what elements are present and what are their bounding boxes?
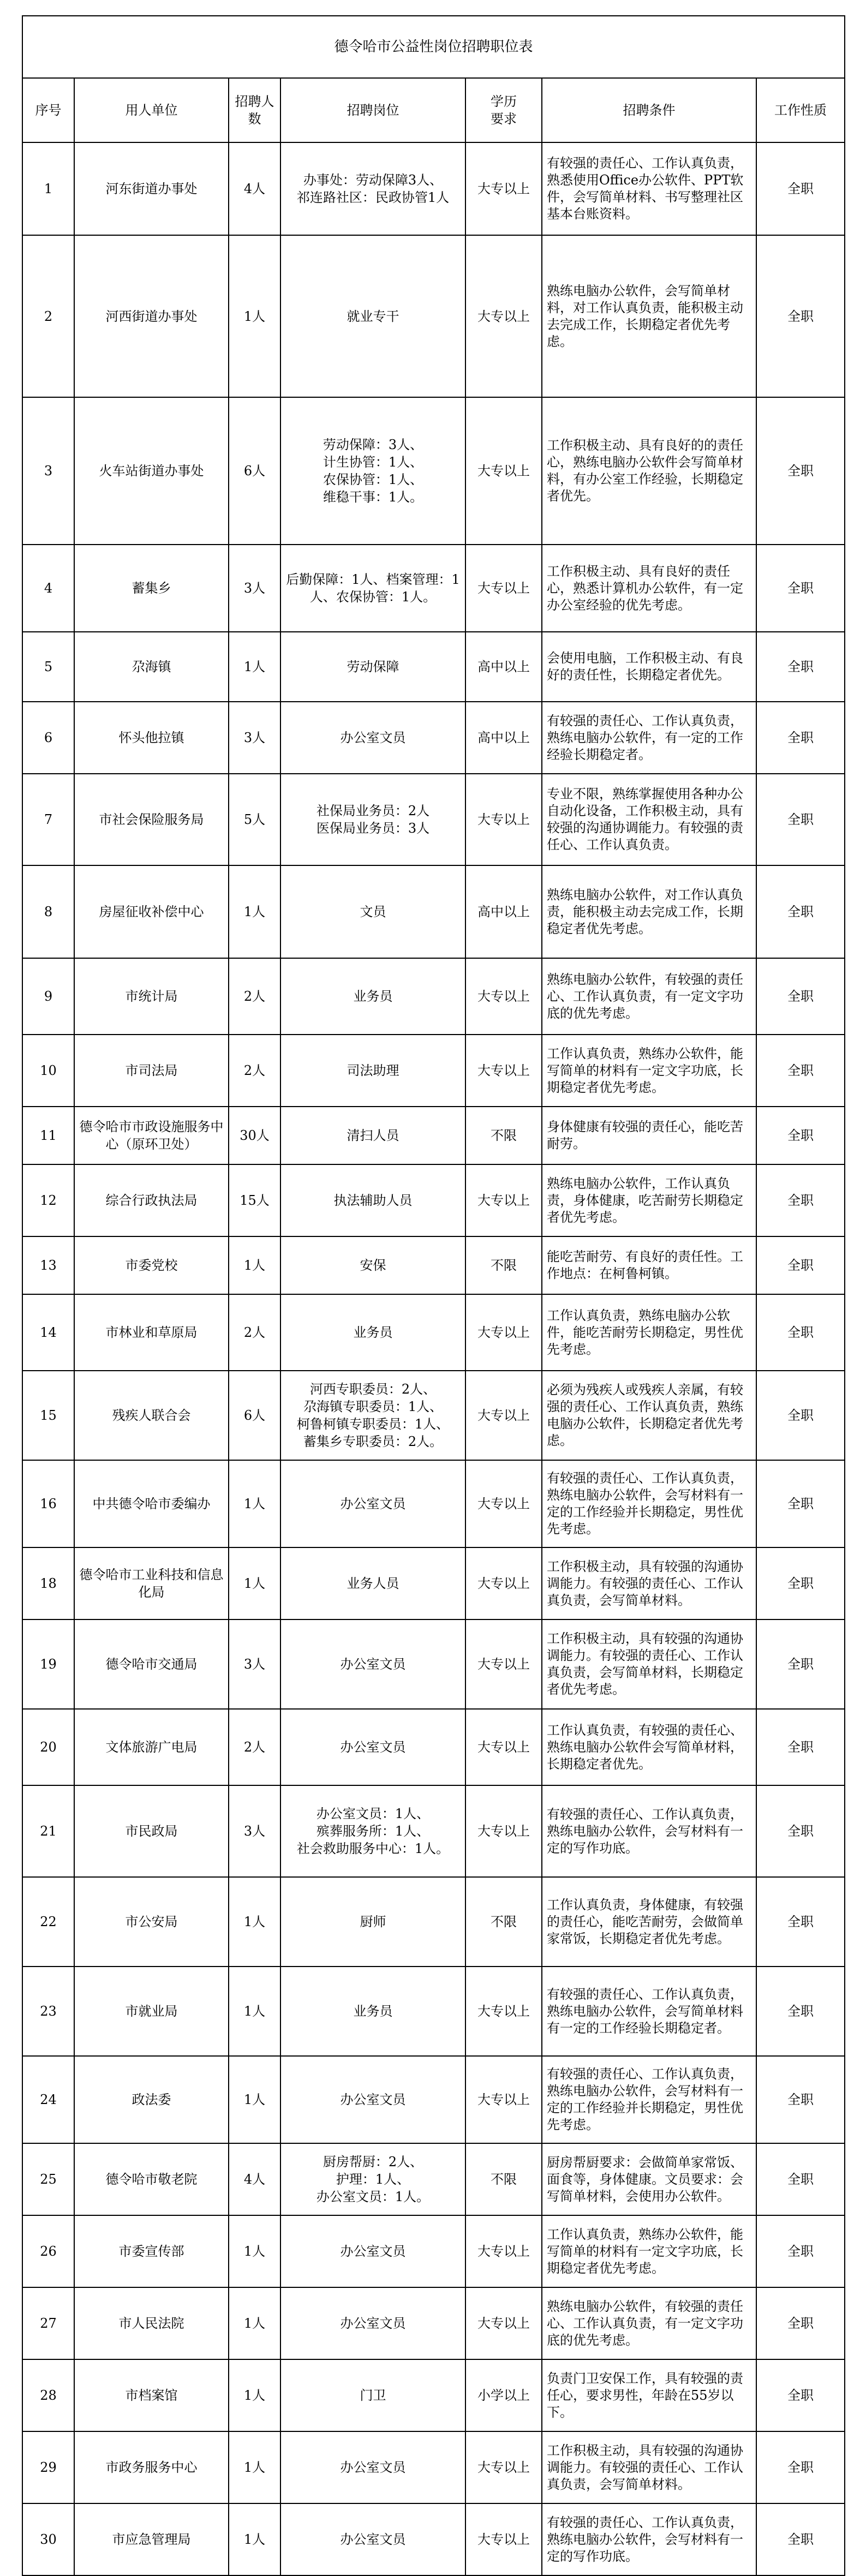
cell-count: 4人 [229, 142, 280, 235]
cell-nature: 全职 [756, 774, 845, 865]
cell-unit: 德令哈市工业科技和信息化局 [74, 1547, 229, 1619]
cell-nature: 全职 [756, 1164, 845, 1236]
cell-index: 22 [22, 1877, 74, 1967]
table-row [22, 2143, 845, 2215]
cell-unit: 蓄集乡 [74, 545, 229, 632]
cell-requirements: 有较强的责任心、工作认真负责，熟练电脑办公软件，会写材料有一定的工作经验并长期稳定，男性优先考虑。 [542, 1460, 756, 1547]
cell-requirements: 熟练电脑办公软件，有较强的责任心、工作认真负责，有一定文字功底的优先考虑。 [542, 958, 756, 1035]
cell-post: 后勤保障：1人、档案管理：1人、农保协管：1人。 [280, 545, 465, 632]
cell-unit: 市委党校 [74, 1236, 229, 1294]
cell-education: 大专以上 [465, 545, 542, 632]
cell-index: 7 [22, 774, 74, 865]
cell-requirements: 有较强的责任心、工作认真负责，熟练电脑办公软件，会写简单材料有一定的工作经验长期稳定者。 [542, 1967, 756, 2056]
cell-unit: 市林业和草原局 [74, 1294, 229, 1371]
cell-nature: 全职 [756, 2056, 845, 2143]
cell-unit: 市统计局 [74, 958, 229, 1035]
table-row [22, 1619, 845, 1709]
cell-education: 大专以上 [465, 1967, 542, 2056]
cell-education: 高中以上 [465, 702, 542, 774]
cell-post: 办公室文员 [280, 1709, 465, 1785]
header-post: 招聘岗位 [280, 78, 465, 142]
cell-index: 24 [22, 2056, 74, 2143]
cell-nature: 全职 [756, 958, 845, 1035]
table-row [22, 235, 845, 397]
cell-education: 大专以上 [465, 397, 542, 545]
cell-requirements: 工作积极主动，具有较强的沟通协调能力。有较强的责任心、工作认真负责，会写简单材料，长期稳定者优先考虑。 [542, 1619, 756, 1709]
cell-post: 就业专干 [280, 235, 465, 397]
cell-unit: 政法委 [74, 2056, 229, 2143]
recruitment-table-sheet [22, 15, 844, 2576]
cell-post: 办公室文员 [280, 2056, 465, 2143]
cell-unit: 河东街道办事处 [74, 142, 229, 235]
cell-education: 大专以上 [465, 2431, 542, 2503]
cell-requirements: 有较强的责任心、工作认真负责，熟悉使用Office办公软件、PPT软件，会写简单材料、书写整理社区基本台账资料。 [542, 142, 756, 235]
cell-nature: 全职 [756, 235, 845, 397]
cell-requirements: 负责门卫安保工作，具有较强的责任心，要求男性，年龄在55岁以下。 [542, 2359, 756, 2431]
header-row [22, 78, 845, 142]
cell-requirements: 熟练电脑办公软件，有较强的责任心、工作认真负责，有一定文字功底的优先考虑。 [542, 2287, 756, 2359]
cell-post: 厨师 [280, 1877, 465, 1967]
cell-count: 3人 [229, 702, 280, 774]
cell-index: 23 [22, 1967, 74, 2056]
cell-requirements: 工作积极主动、具有良好的的责任心，熟练电脑办公软件会写简单材料，有办公室工作经验，长期稳定者优先。 [542, 397, 756, 545]
cell-requirements: 有较强的责任心、工作认真负责，熟练电脑办公软件，会写材料有一定的写作功底。 [542, 2503, 756, 2575]
cell-index: 26 [22, 2215, 74, 2287]
cell-index: 3 [22, 397, 74, 545]
cell-index: 14 [22, 1294, 74, 1371]
cell-unit: 文体旅游广电局 [74, 1709, 229, 1785]
cell-nature: 全职 [756, 1035, 845, 1107]
table-row [22, 1709, 845, 1785]
cell-count: 1人 [229, 1547, 280, 1619]
header-nature: 工作性质 [756, 78, 845, 142]
cell-unit: 市公安局 [74, 1877, 229, 1967]
cell-post: 办公室文员 [280, 2503, 465, 2575]
cell-post: 办公室文员 [280, 2215, 465, 2287]
cell-count: 3人 [229, 545, 280, 632]
table-row [22, 1785, 845, 1877]
header-requirements: 招聘条件 [542, 78, 756, 142]
cell-education: 小学以上 [465, 2359, 542, 2431]
cell-nature: 全职 [756, 1967, 845, 2056]
cell-post: 社保局业务员：2人 医保局业务员：3人 [280, 774, 465, 865]
cell-education: 大专以上 [465, 1294, 542, 1371]
cell-count: 5人 [229, 774, 280, 865]
table-row [22, 2359, 845, 2431]
cell-post: 办公室文员 [280, 2431, 465, 2503]
table-row [22, 632, 845, 702]
cell-requirements: 工作认真负责，熟练电脑办公软件，能吃苦耐劳长期稳定，男性优先考虑。 [542, 1294, 756, 1371]
cell-count: 1人 [229, 235, 280, 397]
cell-count: 1人 [229, 2215, 280, 2287]
table-row [22, 774, 845, 865]
cell-unit: 市档案馆 [74, 2359, 229, 2431]
cell-nature: 全职 [756, 142, 845, 235]
cell-post: 司法助理 [280, 1035, 465, 1107]
cell-education: 大专以上 [465, 1619, 542, 1709]
table-row [22, 1967, 845, 2056]
cell-requirements: 专业不限，熟练掌握使用各种办公自动化设备，工作积极主动，具有较强的沟通协调能力。有较强的责任心、工作认真负责。 [542, 774, 756, 865]
cell-education: 不限 [465, 1107, 542, 1164]
cell-nature: 全职 [756, 2215, 845, 2287]
cell-index: 1 [22, 142, 74, 235]
cell-index: 28 [22, 2359, 74, 2431]
cell-count: 1人 [229, 2359, 280, 2431]
cell-nature: 全职 [756, 2431, 845, 2503]
cell-education: 大专以上 [465, 2215, 542, 2287]
cell-index: 5 [22, 632, 74, 702]
table-title: 德令哈市公益性岗位招聘职位表 [22, 16, 845, 78]
cell-index: 12 [22, 1164, 74, 1236]
cell-requirements: 工作认真负责，熟练办公软件，能写简单的材料有一定文字功底，长期稳定者优先考虑。 [542, 2215, 756, 2287]
cell-unit: 市社会保险服务局 [74, 774, 229, 865]
header-unit: 用人单位 [74, 78, 229, 142]
cell-nature: 全职 [756, 2503, 845, 2575]
cell-nature: 全职 [756, 1709, 845, 1785]
cell-count: 3人 [229, 1619, 280, 1709]
cell-nature: 全职 [756, 545, 845, 632]
cell-education: 大专以上 [465, 1371, 542, 1460]
cell-unit: 中共德令哈市委编办 [74, 1460, 229, 1547]
cell-requirements: 有较强的责任心、工作认真负责，熟练电脑办公软件，会写材料有一定的工作经验并长期稳定，男性优先考虑。 [542, 2056, 756, 2143]
cell-unit: 德令哈市敬老院 [74, 2143, 229, 2215]
cell-requirements: 工作积极主动，具有较强的沟通协调能力。有较强的责任心、工作认真负责，会写简单材料。 [542, 1547, 756, 1619]
cell-index: 13 [22, 1236, 74, 1294]
table-row [22, 1236, 845, 1294]
table-row [22, 865, 845, 958]
recruitment-table [22, 15, 845, 2576]
table-body [22, 142, 845, 2575]
table-row [22, 958, 845, 1035]
cell-count: 1人 [229, 2287, 280, 2359]
cell-index: 9 [22, 958, 74, 1035]
cell-count: 1人 [229, 1236, 280, 1294]
cell-count: 1人 [229, 1877, 280, 1967]
cell-nature: 全职 [756, 2143, 845, 2215]
cell-unit: 市司法局 [74, 1035, 229, 1107]
cell-post: 劳动保障 [280, 632, 465, 702]
cell-requirements: 工作积极主动、具有良好的责任心，熟悉计算机办公软件，有一定办公室经验的优先考虑。 [542, 545, 756, 632]
cell-post: 业务员 [280, 1967, 465, 2056]
table-row [22, 1460, 845, 1547]
cell-nature: 全职 [756, 1236, 845, 1294]
cell-nature: 全职 [756, 1371, 845, 1460]
cell-index: 29 [22, 2431, 74, 2503]
table-row [22, 1164, 845, 1236]
cell-count: 2人 [229, 1709, 280, 1785]
cell-education: 不限 [465, 2143, 542, 2215]
cell-nature: 全职 [756, 1460, 845, 1547]
cell-unit: 市人民法院 [74, 2287, 229, 2359]
cell-requirements: 熟练电脑办公软件，工作认真负责，身体健康，吃苦耐劳长期稳定者优先考虑。 [542, 1164, 756, 1236]
cell-unit: 德令哈市市政设施服务中心（原环卫处） [74, 1107, 229, 1164]
cell-post: 门卫 [280, 2359, 465, 2431]
header-index: 序号 [22, 78, 74, 142]
cell-education: 大专以上 [465, 235, 542, 397]
cell-index: 11 [22, 1107, 74, 1164]
table-row [22, 545, 845, 632]
cell-unit: 市民政局 [74, 1785, 229, 1877]
cell-post: 办公室文员 [280, 2287, 465, 2359]
cell-education: 不限 [465, 1236, 542, 1294]
cell-post: 执法辅助人员 [280, 1164, 465, 1236]
cell-post: 安保 [280, 1236, 465, 1294]
table-row [22, 397, 845, 545]
cell-post: 河西专职委员：2人、 尕海镇专职委员：1人、 柯鲁柯镇专职委员：1人、 蓄集乡专职委员：2人。 [280, 1371, 465, 1460]
cell-post: 清扫人员 [280, 1107, 465, 1164]
cell-education: 大专以上 [465, 2503, 542, 2575]
cell-count: 1人 [229, 865, 280, 958]
cell-requirements: 能吃苦耐劳、有良好的责任性。工作地点：在柯鲁柯镇。 [542, 1236, 756, 1294]
cell-index: 27 [22, 2287, 74, 2359]
cell-unit: 怀头他拉镇 [74, 702, 229, 774]
cell-nature: 全职 [756, 1619, 845, 1709]
cell-requirements: 有较强的责任心、工作认真负责，熟练电脑办公软件，有一定的工作经验长期稳定者。 [542, 702, 756, 774]
cell-unit: 房屋征收补偿中心 [74, 865, 229, 958]
table-row [22, 2431, 845, 2503]
cell-education: 不限 [465, 1877, 542, 1967]
cell-unit: 尕海镇 [74, 632, 229, 702]
cell-requirements: 熟练电脑办公软件，对工作认真负责，能积极主动去完成工作，长期稳定者优先考虑。 [542, 865, 756, 958]
cell-unit: 残疾人联合会 [74, 1371, 229, 1460]
cell-count: 6人 [229, 1371, 280, 1460]
cell-post: 劳动保障：3人、 计生协管：1人、 农保协管：1人、 维稳干事：1人。 [280, 397, 465, 545]
cell-nature: 全职 [756, 2359, 845, 2431]
cell-index: 16 [22, 1460, 74, 1547]
cell-post: 办公室文员 [280, 702, 465, 774]
table-row [22, 1877, 845, 1967]
cell-post: 业务员 [280, 958, 465, 1035]
cell-education: 大专以上 [465, 2056, 542, 2143]
cell-education: 高中以上 [465, 865, 542, 958]
cell-education: 大专以上 [465, 142, 542, 235]
cell-requirements: 工作认真负责，身体健康，有较强的责任心，能吃苦耐劳，会做简单家常饭，长期稳定者优先考虑。 [542, 1877, 756, 1967]
cell-nature: 全职 [756, 865, 845, 958]
cell-count: 1人 [229, 2431, 280, 2503]
cell-post: 业务员 [280, 1294, 465, 1371]
cell-unit: 德令哈市交通局 [74, 1619, 229, 1709]
cell-education: 大专以上 [465, 1460, 542, 1547]
cell-index: 8 [22, 865, 74, 958]
cell-requirements: 工作认真负责，熟练办公软件，能写简单的材料有一定文字功底，长期稳定者优先考虑。 [542, 1035, 756, 1107]
cell-index: 10 [22, 1035, 74, 1107]
cell-index: 6 [22, 702, 74, 774]
cell-index: 18 [22, 1547, 74, 1619]
cell-education: 高中以上 [465, 632, 542, 702]
cell-nature: 全职 [756, 397, 845, 545]
cell-count: 4人 [229, 2143, 280, 2215]
cell-count: 1人 [229, 1460, 280, 1547]
header-count: 招聘人数 [229, 78, 280, 142]
cell-requirements: 工作积极主动，具有较强的沟通协调能力。有较强的责任心、工作认真负责，会写简单材料。 [542, 2431, 756, 2503]
cell-nature: 全职 [756, 1294, 845, 1371]
cell-requirements: 熟练电脑办公软件，会写简单材料，对工作认真负责，能积极主动去完成工作，长期稳定者优先考虑。 [542, 235, 756, 397]
table-row [22, 1371, 845, 1460]
cell-unit: 市就业局 [74, 1967, 229, 2056]
cell-count: 3人 [229, 1785, 280, 1877]
cell-unit: 市政务服务中心 [74, 2431, 229, 2503]
cell-index: 19 [22, 1619, 74, 1709]
cell-index: 25 [22, 2143, 74, 2215]
cell-education: 大专以上 [465, 1709, 542, 1785]
cell-index: 20 [22, 1709, 74, 1785]
cell-unit: 市委宣传部 [74, 2215, 229, 2287]
cell-requirements: 厨房帮厨要求：会做简单家常饭、面食等，身体健康。文员要求：会写简单材料，会使用办公软件。 [542, 2143, 756, 2215]
cell-education: 大专以上 [465, 1164, 542, 1236]
table-row [22, 142, 845, 235]
cell-index: 21 [22, 1785, 74, 1877]
cell-index: 30 [22, 2503, 74, 2575]
header-education: 学历 要求 [465, 78, 542, 142]
cell-count: 1人 [229, 2056, 280, 2143]
table-row [22, 1035, 845, 1107]
table-row [22, 2503, 845, 2575]
cell-education: 大专以上 [465, 1035, 542, 1107]
cell-count: 1人 [229, 1967, 280, 2056]
cell-requirements: 身体健康有较强的责任心，能吃苦耐劳。 [542, 1107, 756, 1164]
table-row [22, 2287, 845, 2359]
table-row [22, 2056, 845, 2143]
table-row [22, 702, 845, 774]
table-row [22, 1547, 845, 1619]
cell-nature: 全职 [756, 702, 845, 774]
cell-post: 业务人员 [280, 1547, 465, 1619]
cell-education: 大专以上 [465, 2287, 542, 2359]
cell-nature: 全职 [756, 2287, 845, 2359]
cell-index: 15 [22, 1371, 74, 1460]
cell-requirements: 必须为残疾人或残疾人亲属，有较强的责任心、工作认真负责，熟练电脑办公软件，长期稳定者优先考虑。 [542, 1371, 756, 1460]
cell-unit: 市应急管理局 [74, 2503, 229, 2575]
cell-post: 厨房帮厨：2人、 护理：1人、 办公室文员：1人。 [280, 2143, 465, 2215]
cell-post: 文员 [280, 865, 465, 958]
cell-education: 大专以上 [465, 1785, 542, 1877]
cell-post: 办公室文员 [280, 1460, 465, 1547]
cell-unit: 火车站街道办事处 [74, 397, 229, 545]
cell-count: 15人 [229, 1164, 280, 1236]
table-row [22, 1294, 845, 1371]
cell-unit: 综合行政执法局 [74, 1164, 229, 1236]
table-row [22, 2215, 845, 2287]
cell-requirements: 工作认真负责，有较强的责任心、熟练电脑办公软件会写简单材料，长期稳定者优先。 [542, 1709, 756, 1785]
cell-nature: 全职 [756, 1107, 845, 1164]
cell-post: 办公室文员 [280, 1619, 465, 1709]
cell-count: 2人 [229, 1294, 280, 1371]
cell-nature: 全职 [756, 632, 845, 702]
cell-nature: 全职 [756, 1785, 845, 1877]
cell-post: 办事处：劳动保障3人、 祁连路社区：民政协管1人 [280, 142, 465, 235]
cell-count: 2人 [229, 958, 280, 1035]
cell-count: 1人 [229, 632, 280, 702]
cell-unit: 河西街道办事处 [74, 235, 229, 397]
cell-count: 30人 [229, 1107, 280, 1164]
cell-requirements: 会使用电脑，工作积极主动、有良好的责任性，长期稳定者优先。 [542, 632, 756, 702]
cell-index: 4 [22, 545, 74, 632]
cell-nature: 全职 [756, 1547, 845, 1619]
cell-education: 大专以上 [465, 958, 542, 1035]
cell-count: 1人 [229, 2503, 280, 2575]
cell-post: 办公室文员：1人、 殡葬服务所：1人、 社会救助服务中心：1人。 [280, 1785, 465, 1877]
cell-count: 2人 [229, 1035, 280, 1107]
cell-education: 大专以上 [465, 1547, 542, 1619]
cell-education: 大专以上 [465, 774, 542, 865]
cell-index: 2 [22, 235, 74, 397]
cell-nature: 全职 [756, 1877, 845, 1967]
table-row [22, 1107, 845, 1164]
cell-requirements: 有较强的责任心、工作认真负责，熟练电脑办公软件，会写材料有一定的写作功底。 [542, 1785, 756, 1877]
cell-count: 6人 [229, 397, 280, 545]
